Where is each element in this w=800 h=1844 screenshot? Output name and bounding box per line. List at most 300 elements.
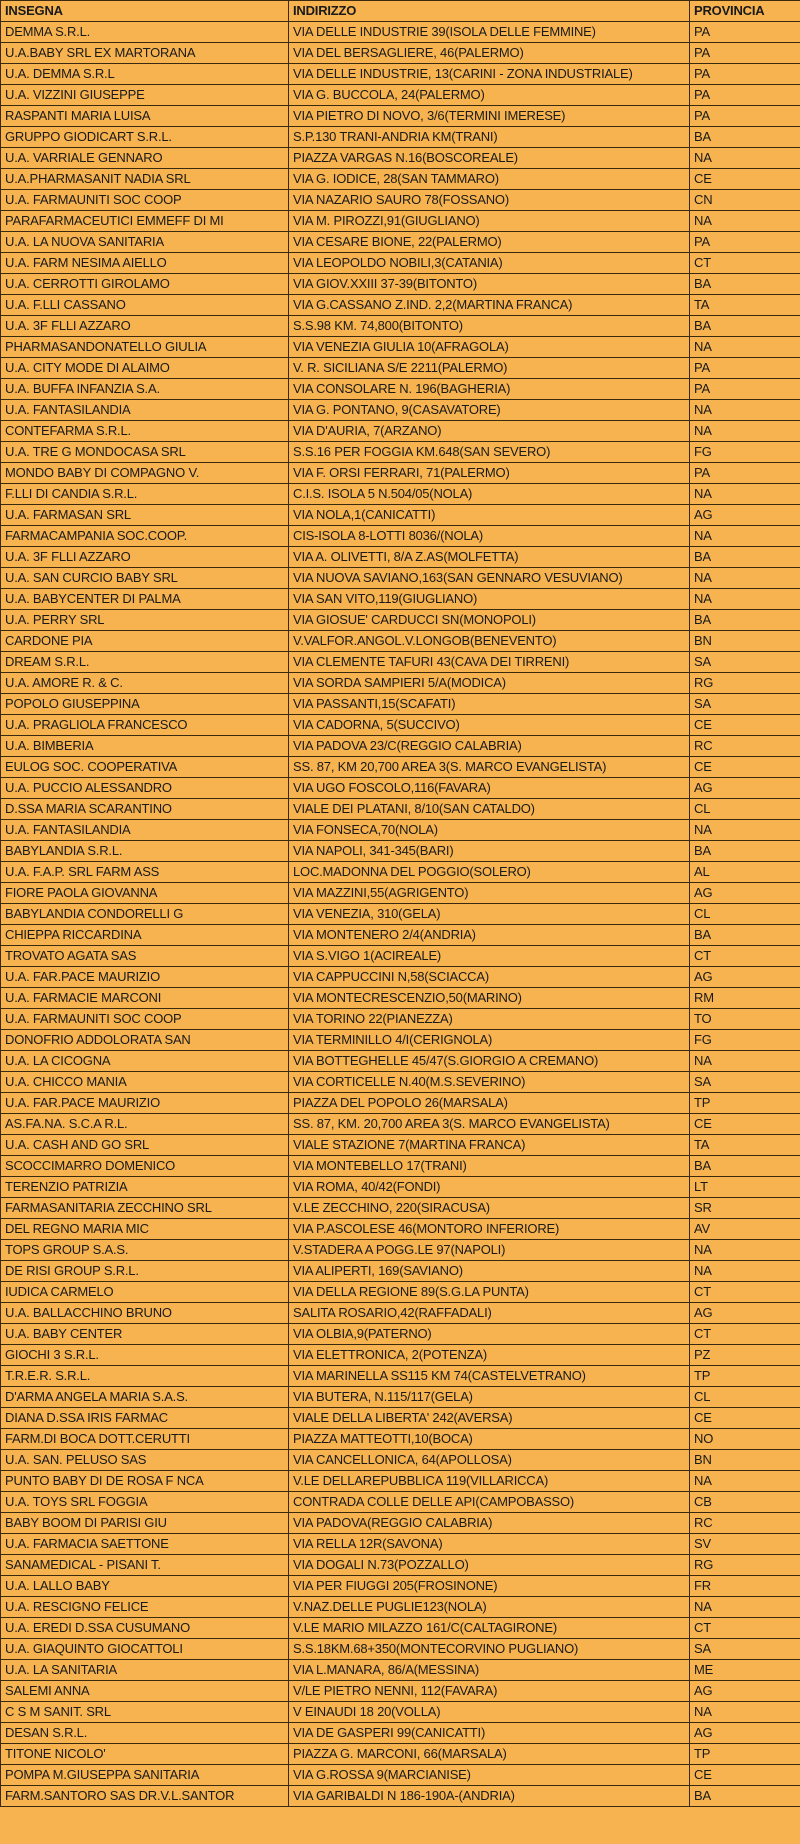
- table-row: [1, 1051, 800, 1072]
- provincia-cell: PA: [690, 379, 800, 400]
- table-row: [1, 1093, 800, 1114]
- insegna-cell: U.A. BABYCENTER DI PALMA: [1, 589, 289, 610]
- provincia-cell: BN: [690, 1450, 800, 1471]
- provincia-cell: TA: [690, 1135, 800, 1156]
- table-row: [1, 1681, 800, 1702]
- insegna-cell: U.A. LA NUOVA SANITARIA: [1, 232, 289, 253]
- provincia-cell: NA: [690, 568, 800, 589]
- provincia-cell: PA: [690, 22, 800, 43]
- indirizzo-cell: VIA RELLA 12R(SAVONA): [289, 1534, 690, 1555]
- table-row: [1, 1282, 800, 1303]
- table-row: [1, 1240, 800, 1261]
- insegna-cell: U.A. PRAGLIOLA FRANCESCO: [1, 715, 289, 736]
- insegna-cell: CONTEFARMA S.R.L.: [1, 421, 289, 442]
- table-row: [1, 820, 800, 841]
- insegna-cell: RASPANTI MARIA LUISA: [1, 106, 289, 127]
- table-row: [1, 547, 800, 568]
- indirizzo-cell: VIA M. PIROZZI,91(GIUGLIANO): [289, 211, 690, 232]
- insegna-cell: U.A. BIMBERIA: [1, 736, 289, 757]
- table-row: [1, 211, 800, 232]
- insegna-cell: TROVATO AGATA SAS: [1, 946, 289, 967]
- provincia-cell: CE: [690, 1114, 800, 1135]
- indirizzo-cell: VIA GIOV.XXIII 37-39(BITONTO): [289, 274, 690, 295]
- provincia-cell: AG: [690, 505, 800, 526]
- table-row: [1, 904, 800, 925]
- insegna-cell: U.A. SAN CURCIO BABY SRL: [1, 568, 289, 589]
- provincia-cell: LT: [690, 1177, 800, 1198]
- table-row: [1, 1324, 800, 1345]
- table-row: [1, 526, 800, 547]
- indirizzo-cell: V EINAUDI 18 20(VOLLA): [289, 1702, 690, 1723]
- insegna-cell: U.A. 3F FLLI AZZARO: [1, 547, 289, 568]
- insegna-cell: U.A. DEMMA S.R.L: [1, 64, 289, 85]
- provincia-cell: NA: [690, 589, 800, 610]
- indirizzo-cell: VIA ALIPERTI, 169(SAVIANO): [289, 1261, 690, 1282]
- insegna-cell: U.A. LA CICOGNA: [1, 1051, 289, 1072]
- indirizzo-cell: VIA F. ORSI FERRARI, 71(PALERMO): [289, 463, 690, 484]
- indirizzo-cell: V.STADERA A POGG.LE 97(NAPOLI): [289, 1240, 690, 1261]
- provincia-cell: SA: [690, 1072, 800, 1093]
- provincia-cell: CT: [690, 1282, 800, 1303]
- indirizzo-cell: VIA DE GASPERI 99(CANICATTI): [289, 1723, 690, 1744]
- provincia-cell: NA: [690, 484, 800, 505]
- indirizzo-cell: VIA ELETTRONICA, 2(POTENZA): [289, 1345, 690, 1366]
- indirizzo-cell: V.LE ZECCHINO, 220(SIRACUSA): [289, 1198, 690, 1219]
- provincia-cell: AL: [690, 862, 800, 883]
- provincia-cell: CL: [690, 799, 800, 820]
- indirizzo-cell: VIA L.MANARA, 86/A(MESSINA): [289, 1660, 690, 1681]
- provincia-cell: TP: [690, 1093, 800, 1114]
- indirizzo-cell: S.S.18KM.68+350(MONTECORVINO PUGLIANO): [289, 1639, 690, 1660]
- indirizzo-cell: VIA MONTEBELLO 17(TRANI): [289, 1156, 690, 1177]
- provincia-cell: CT: [690, 1324, 800, 1345]
- insegna-cell: PHARMASANDONATELLO GIULIA: [1, 337, 289, 358]
- provincia-cell: BA: [690, 547, 800, 568]
- indirizzo-cell: VIA NUOVA SAVIANO,163(SAN GENNARO VESUVIANO): [289, 568, 690, 589]
- provincia-cell: PA: [690, 463, 800, 484]
- table-row: [1, 1114, 800, 1135]
- table-row: [1, 1009, 800, 1030]
- indirizzo-cell: VIA CAPPUCCINI N,58(SCIACCA): [289, 967, 690, 988]
- indirizzo-cell: VIA G.CASSANO Z.IND. 2,2(MARTINA FRANCA): [289, 295, 690, 316]
- table-row: [1, 1744, 800, 1765]
- indirizzo-cell: SS. 87, KM. 20,700 AREA 3(S. MARCO EVANGELISTA): [289, 1114, 690, 1135]
- indirizzo-cell: VIA SORDA SAMPIERI 5/A(MODICA): [289, 673, 690, 694]
- table-row: [1, 736, 800, 757]
- indirizzo-cell: V.NAZ.DELLE PUGLIE123(NOLA): [289, 1597, 690, 1618]
- table-row: [1, 778, 800, 799]
- table-row: [1, 1219, 800, 1240]
- table-row: [1, 1261, 800, 1282]
- insegna-cell: POMPA M.GIUSEPPA SANITARIA: [1, 1765, 289, 1786]
- header-insegna: INSEGNA: [1, 1, 289, 22]
- table-row: [1, 1072, 800, 1093]
- indirizzo-cell: VIA DELLE INDUSTRIE 39(ISOLA DELLE FEMMINE): [289, 22, 690, 43]
- table-row: [1, 148, 800, 169]
- indirizzo-cell: S.P.130 TRANI-ANDRIA KM(TRANI): [289, 127, 690, 148]
- indirizzo-cell: V. R. SICILIANA S/E 2211(PALERMO): [289, 358, 690, 379]
- insegna-cell: MONDO BABY DI COMPAGNO V.: [1, 463, 289, 484]
- provincia-cell: NA: [690, 1597, 800, 1618]
- insegna-cell: DE RISI GROUP S.R.L.: [1, 1261, 289, 1282]
- indirizzo-cell: PIAZZA VARGAS N.16(BOSCOREALE): [289, 148, 690, 169]
- indirizzo-cell: VIA DELLE INDUSTRIE, 13(CARINI - ZONA INDUSTRIALE): [289, 64, 690, 85]
- indirizzo-cell: VIA DEL BERSAGLIERE, 46(PALERMO): [289, 43, 690, 64]
- table-row: [1, 1765, 800, 1786]
- insegna-cell: FARM.DI BOCA DOTT.CERUTTI: [1, 1429, 289, 1450]
- indirizzo-cell: VIA G. IODICE, 28(SAN TAMMARO): [289, 169, 690, 190]
- table-row: [1, 1513, 800, 1534]
- insegna-cell: U.A. CHICCO MANIA: [1, 1072, 289, 1093]
- insegna-cell: BABYLANDIA CONDORELLI G: [1, 904, 289, 925]
- provincia-cell: PA: [690, 106, 800, 127]
- insegna-cell: U.A. SAN. PELUSO SAS: [1, 1450, 289, 1471]
- table-row: [1, 967, 800, 988]
- insegna-cell: FARMACAMPANIA SOC.COOP.: [1, 526, 289, 547]
- provincia-cell: ME: [690, 1660, 800, 1681]
- provincia-cell: FG: [690, 1030, 800, 1051]
- indirizzo-cell: VIA G. PONTANO, 9(CASAVATORE): [289, 400, 690, 421]
- provincia-cell: AG: [690, 1723, 800, 1744]
- table-row: [1, 85, 800, 106]
- table-header: [1, 1, 800, 22]
- table-row: [1, 715, 800, 736]
- indirizzo-cell: VIALE DEI PLATANI, 8/10(SAN CATALDO): [289, 799, 690, 820]
- table-row: [1, 169, 800, 190]
- table-row: [1, 1030, 800, 1051]
- table-row: [1, 1177, 800, 1198]
- provincia-cell: SA: [690, 652, 800, 673]
- provincia-cell: PZ: [690, 1345, 800, 1366]
- provincia-cell: PA: [690, 64, 800, 85]
- provincia-cell: CT: [690, 946, 800, 967]
- indirizzo-cell: VIA CADORNA, 5(SUCCIVO): [289, 715, 690, 736]
- provincia-cell: SA: [690, 1639, 800, 1660]
- indirizzo-cell: VIA FONSECA,70(NOLA): [289, 820, 690, 841]
- insegna-cell: U.A. LALLO BABY: [1, 1576, 289, 1597]
- provincia-cell: PA: [690, 232, 800, 253]
- provincia-cell: CE: [690, 715, 800, 736]
- header-indirizzo: INDIRIZZO: [289, 1, 690, 22]
- insegna-cell: GRUPPO GIODICART S.R.L.: [1, 127, 289, 148]
- table-row: [1, 1618, 800, 1639]
- provincia-cell: NA: [690, 421, 800, 442]
- indirizzo-cell: VIA CLEMENTE TAFURI 43(CAVA DEI TIRRENI): [289, 652, 690, 673]
- insegna-cell: U.A. FARMASAN SRL: [1, 505, 289, 526]
- provincia-cell: NA: [690, 337, 800, 358]
- table-row: [1, 883, 800, 904]
- table-row: [1, 925, 800, 946]
- table-row: [1, 358, 800, 379]
- insegna-cell: TITONE NICOLO': [1, 1744, 289, 1765]
- table-row: [1, 1198, 800, 1219]
- indirizzo-cell: VIA VENEZIA GIULIA 10(AFRAGOLA): [289, 337, 690, 358]
- indirizzo-cell: LOC.MADONNA DEL POGGIO(SOLERO): [289, 862, 690, 883]
- insegna-cell: U.A. FANTASILANDIA: [1, 400, 289, 421]
- provincia-cell: NA: [690, 820, 800, 841]
- table-row: [1, 442, 800, 463]
- provincia-cell: NA: [690, 1051, 800, 1072]
- provincia-cell: PA: [690, 43, 800, 64]
- provincia-cell: CE: [690, 757, 800, 778]
- provincia-cell: NA: [690, 1261, 800, 1282]
- insegna-cell: DEL REGNO MARIA MIC: [1, 1219, 289, 1240]
- indirizzo-cell: VIA S.VIGO 1(ACIREALE): [289, 946, 690, 967]
- insegna-cell: FIORE PAOLA GIOVANNA: [1, 883, 289, 904]
- indirizzo-cell: PIAZZA MATTEOTTI,10(BOCA): [289, 1429, 690, 1450]
- indirizzo-cell: VIA DOGALI N.73(POZZALLO): [289, 1555, 690, 1576]
- insegna-cell: BABY BOOM DI PARISI GIU: [1, 1513, 289, 1534]
- table-row: [1, 1387, 800, 1408]
- indirizzo-cell: PIAZZA DEL POPOLO 26(MARSALA): [289, 1093, 690, 1114]
- indirizzo-cell: VIA CONSOLARE N. 196(BAGHERIA): [289, 379, 690, 400]
- indirizzo-cell: VIA PIETRO DI NOVO, 3/6(TERMINI IMERESE): [289, 106, 690, 127]
- insegna-cell: U.A. TOYS SRL FOGGIA: [1, 1492, 289, 1513]
- provincia-cell: AG: [690, 1303, 800, 1324]
- insegna-cell: U.A. VIZZINI GIUSEPPE: [1, 85, 289, 106]
- indirizzo-cell: VIA SAN VITO,119(GIUGLIANO): [289, 589, 690, 610]
- insegna-cell: C S M SANIT. SRL: [1, 1702, 289, 1723]
- indirizzo-cell: CIS-ISOLA 8-LOTTI 8036/(NOLA): [289, 526, 690, 547]
- insegna-cell: U.A. PERRY SRL: [1, 610, 289, 631]
- indirizzo-cell: VIA NAPOLI, 341-345(BARI): [289, 841, 690, 862]
- indirizzo-cell: VIA CANCELLONICA, 64(APOLLOSA): [289, 1450, 690, 1471]
- provincia-cell: SV: [690, 1534, 800, 1555]
- indirizzo-cell: PIAZZA G. MARCONI, 66(MARSALA): [289, 1744, 690, 1765]
- indirizzo-cell: V.LE MARIO MILAZZO 161/C(CALTAGIRONE): [289, 1618, 690, 1639]
- table-row: [1, 1408, 800, 1429]
- table-row: [1, 316, 800, 337]
- indirizzo-cell: VIA PADOVA 23/C(REGGIO CALABRIA): [289, 736, 690, 757]
- provincia-cell: AV: [690, 1219, 800, 1240]
- indirizzo-cell: VIA P.ASCOLESE 46(MONTORO INFERIORE): [289, 1219, 690, 1240]
- table-row: [1, 1450, 800, 1471]
- indirizzo-cell: VIA UGO FOSCOLO,116(FAVARA): [289, 778, 690, 799]
- provincia-cell: TO: [690, 1009, 800, 1030]
- table-row: [1, 379, 800, 400]
- insegna-cell: U.A. BABY CENTER: [1, 1324, 289, 1345]
- insegna-cell: U.A. BALLACCHINO BRUNO: [1, 1303, 289, 1324]
- insegna-cell: AS.FA.NA. S.C.A R.L.: [1, 1114, 289, 1135]
- insegna-cell: DONOFRIO ADDOLORATA SAN: [1, 1030, 289, 1051]
- provincia-cell: SR: [690, 1198, 800, 1219]
- table-row: [1, 190, 800, 211]
- provincia-cell: BA: [690, 925, 800, 946]
- indirizzo-cell: V/LE PIETRO NENNI, 112(FAVARA): [289, 1681, 690, 1702]
- provincia-cell: BA: [690, 1786, 800, 1807]
- indirizzo-cell: V.LE DELLAREPUBBLICA 119(VILLARICCA): [289, 1471, 690, 1492]
- table-body: [1, 22, 800, 1807]
- provincia-cell: TA: [690, 295, 800, 316]
- table-row: [1, 463, 800, 484]
- provincia-cell: CE: [690, 1408, 800, 1429]
- table-row: [1, 1534, 800, 1555]
- table-row: [1, 274, 800, 295]
- indirizzo-cell: VIA GIOSUE' CARDUCCI SN(MONOPOLI): [289, 610, 690, 631]
- insegna-cell: U.A. GIAQUINTO GIOCATTOLI: [1, 1639, 289, 1660]
- indirizzo-cell: VIA PER FIUGGI 205(FROSINONE): [289, 1576, 690, 1597]
- insegna-cell: F.LLI DI CANDIA S.R.L.: [1, 484, 289, 505]
- provincia-cell: NA: [690, 1702, 800, 1723]
- insegna-cell: EULOG SOC. COOPERATIVA: [1, 757, 289, 778]
- indirizzo-cell: V.VALFOR.ANGOL.V.LONGOB(BENEVENTO): [289, 631, 690, 652]
- provincia-cell: CT: [690, 1618, 800, 1639]
- indirizzo-cell: VIA DELLA REGIONE 89(S.G.LA PUNTA): [289, 1282, 690, 1303]
- indirizzo-cell: VIA CORTICELLE N.40(M.S.SEVERINO): [289, 1072, 690, 1093]
- indirizzo-cell: VIA MONTENERO 2/4(ANDRIA): [289, 925, 690, 946]
- table-row: [1, 1702, 800, 1723]
- indirizzo-cell: VIA MAZZINI,55(AGRIGENTO): [289, 883, 690, 904]
- insegna-cell: U.A. FARMACIE MARCONI: [1, 988, 289, 1009]
- insegna-cell: U.A. LA SANITARIA: [1, 1660, 289, 1681]
- provincia-cell: TP: [690, 1744, 800, 1765]
- insegna-cell: U.A. FARMAUNITI SOC COOP: [1, 1009, 289, 1030]
- table-row: [1, 1492, 800, 1513]
- table-row: [1, 757, 800, 778]
- table-row: [1, 43, 800, 64]
- indirizzo-cell: CONTRADA COLLE DELLE API(CAMPOBASSO): [289, 1492, 690, 1513]
- provincia-cell: RC: [690, 1513, 800, 1534]
- provincia-cell: CL: [690, 904, 800, 925]
- table-row: [1, 1345, 800, 1366]
- insegna-cell: U.A. FARMACIA SAETTONE: [1, 1534, 289, 1555]
- insegna-cell: DESAN S.R.L.: [1, 1723, 289, 1744]
- table-row: [1, 694, 800, 715]
- provincia-cell: BA: [690, 1156, 800, 1177]
- provincia-cell: NO: [690, 1429, 800, 1450]
- indirizzo-cell: SS. 87, KM 20,700 AREA 3(S. MARCO EVANGELISTA): [289, 757, 690, 778]
- provincia-cell: PA: [690, 85, 800, 106]
- insegna-cell: D.SSA MARIA SCARANTINO: [1, 799, 289, 820]
- provincia-cell: AG: [690, 778, 800, 799]
- table-row: [1, 610, 800, 631]
- insegna-cell: T.R.E.R. S.R.L.: [1, 1366, 289, 1387]
- indirizzo-cell: VIA MONTECRESCENZIO,50(MARINO): [289, 988, 690, 1009]
- table-row: [1, 1576, 800, 1597]
- provincia-cell: BN: [690, 631, 800, 652]
- insegna-cell: CARDONE PIA: [1, 631, 289, 652]
- insegna-cell: PARAFARMACEUTICI EMMEFF DI MI: [1, 211, 289, 232]
- indirizzo-cell: VIA TERMINILLO 4/I(CERIGNOLA): [289, 1030, 690, 1051]
- provincia-cell: NA: [690, 400, 800, 421]
- indirizzo-cell: VIA G.ROSSA 9(MARCIANISE): [289, 1765, 690, 1786]
- table-row: [1, 1429, 800, 1450]
- insegna-cell: FARMASANITARIA ZECCHINO SRL: [1, 1198, 289, 1219]
- insegna-cell: U.A. CITY MODE DI ALAIMO: [1, 358, 289, 379]
- insegna-cell: TOPS GROUP S.A.S.: [1, 1240, 289, 1261]
- indirizzo-cell: S.S.98 KM. 74,800(BITONTO): [289, 316, 690, 337]
- insegna-cell: SANAMEDICAL - PISANI T.: [1, 1555, 289, 1576]
- insegna-cell: FARM.SANTORO SAS DR.V.L.SANTOR: [1, 1786, 289, 1807]
- provincia-cell: CB: [690, 1492, 800, 1513]
- header-row: [1, 1, 800, 22]
- provincia-cell: NA: [690, 211, 800, 232]
- table-row: [1, 862, 800, 883]
- table-row: [1, 295, 800, 316]
- insegna-cell: BABYLANDIA S.R.L.: [1, 841, 289, 862]
- provincia-cell: SA: [690, 694, 800, 715]
- insegna-cell: U.A. AMORE R. & C.: [1, 673, 289, 694]
- table-row: [1, 631, 800, 652]
- insegna-cell: DIANA D.SSA IRIS FARMAC: [1, 1408, 289, 1429]
- indirizzo-cell: VIALE DELLA LIBERTA' 242(AVERSA): [289, 1408, 690, 1429]
- provincia-cell: BA: [690, 127, 800, 148]
- insegna-cell: D'ARMA ANGELA MARIA S.A.S.: [1, 1387, 289, 1408]
- provincia-cell: RM: [690, 988, 800, 1009]
- table-row: [1, 127, 800, 148]
- provincia-cell: BA: [690, 610, 800, 631]
- table-row: [1, 64, 800, 85]
- table-row: [1, 1555, 800, 1576]
- provincia-cell: RG: [690, 673, 800, 694]
- insegna-cell: U.A.PHARMASANIT NADIA SRL: [1, 169, 289, 190]
- table-row: [1, 400, 800, 421]
- indirizzo-cell: VIA ROMA, 40/42(FONDI): [289, 1177, 690, 1198]
- table-row: [1, 988, 800, 1009]
- provincia-cell: BA: [690, 274, 800, 295]
- insegna-cell: U.A. F.LLI CASSANO: [1, 295, 289, 316]
- insegna-cell: U.A. TRE G MONDOCASA SRL: [1, 442, 289, 463]
- table-row: [1, 1366, 800, 1387]
- indirizzo-cell: VIA NOLA,1(CANICATTI): [289, 505, 690, 526]
- insegna-cell: U.A. F.A.P. SRL FARM ASS: [1, 862, 289, 883]
- table-row: [1, 505, 800, 526]
- provincia-cell: NA: [690, 1471, 800, 1492]
- insegna-cell: IUDICA CARMELO: [1, 1282, 289, 1303]
- table-row: [1, 568, 800, 589]
- insegna-cell: U.A. CERROTTI GIROLAMO: [1, 274, 289, 295]
- indirizzo-cell: VIA G. BUCCOLA, 24(PALERMO): [289, 85, 690, 106]
- indirizzo-cell: VIALE STAZIONE 7(MARTINA FRANCA): [289, 1135, 690, 1156]
- provincia-cell: NA: [690, 526, 800, 547]
- table-row: [1, 652, 800, 673]
- provincia-cell: CE: [690, 169, 800, 190]
- insegna-cell: GIOCHI 3 S.R.L.: [1, 1345, 289, 1366]
- indirizzo-cell: C.I.S. ISOLA 5 N.504/05(NOLA): [289, 484, 690, 505]
- insegna-cell: DEMMA S.R.L.: [1, 22, 289, 43]
- insegna-cell: DREAM S.R.L.: [1, 652, 289, 673]
- insegna-cell: U.A. FARMAUNITI SOC COOP: [1, 190, 289, 211]
- insegna-cell: U.A. CASH AND GO SRL: [1, 1135, 289, 1156]
- table-row: [1, 1597, 800, 1618]
- insegna-cell: CHIEPPA RICCARDINA: [1, 925, 289, 946]
- provincia-cell: CE: [690, 1765, 800, 1786]
- table-row: [1, 799, 800, 820]
- provincia-cell: BA: [690, 316, 800, 337]
- table-row: [1, 589, 800, 610]
- table-row: [1, 1471, 800, 1492]
- table-row: [1, 1303, 800, 1324]
- indirizzo-cell: VIA NAZARIO SAURO 78(FOSSANO): [289, 190, 690, 211]
- insegna-cell: U.A.BABY SRL EX MARTORANA: [1, 43, 289, 64]
- insegna-cell: U.A. FAR.PACE MAURIZIO: [1, 1093, 289, 1114]
- provincia-cell: AG: [690, 967, 800, 988]
- table-row: [1, 421, 800, 442]
- insegna-cell: U.A. BUFFA INFANZIA S.A.: [1, 379, 289, 400]
- header-provincia: PROVINCIA: [690, 1, 800, 22]
- insegna-cell: U.A. FARM NESIMA AIELLO: [1, 253, 289, 274]
- insegna-cell: POPOLO GIUSEPPINA: [1, 694, 289, 715]
- provincia-cell: AG: [690, 883, 800, 904]
- table-row: [1, 673, 800, 694]
- provincia-cell: NA: [690, 148, 800, 169]
- table-row: [1, 484, 800, 505]
- table-row: [1, 1156, 800, 1177]
- insegna-cell: U.A. VARRIALE GENNARO: [1, 148, 289, 169]
- table-row: [1, 1723, 800, 1744]
- table-row: [1, 22, 800, 43]
- insegna-cell: U.A. PUCCIO ALESSANDRO: [1, 778, 289, 799]
